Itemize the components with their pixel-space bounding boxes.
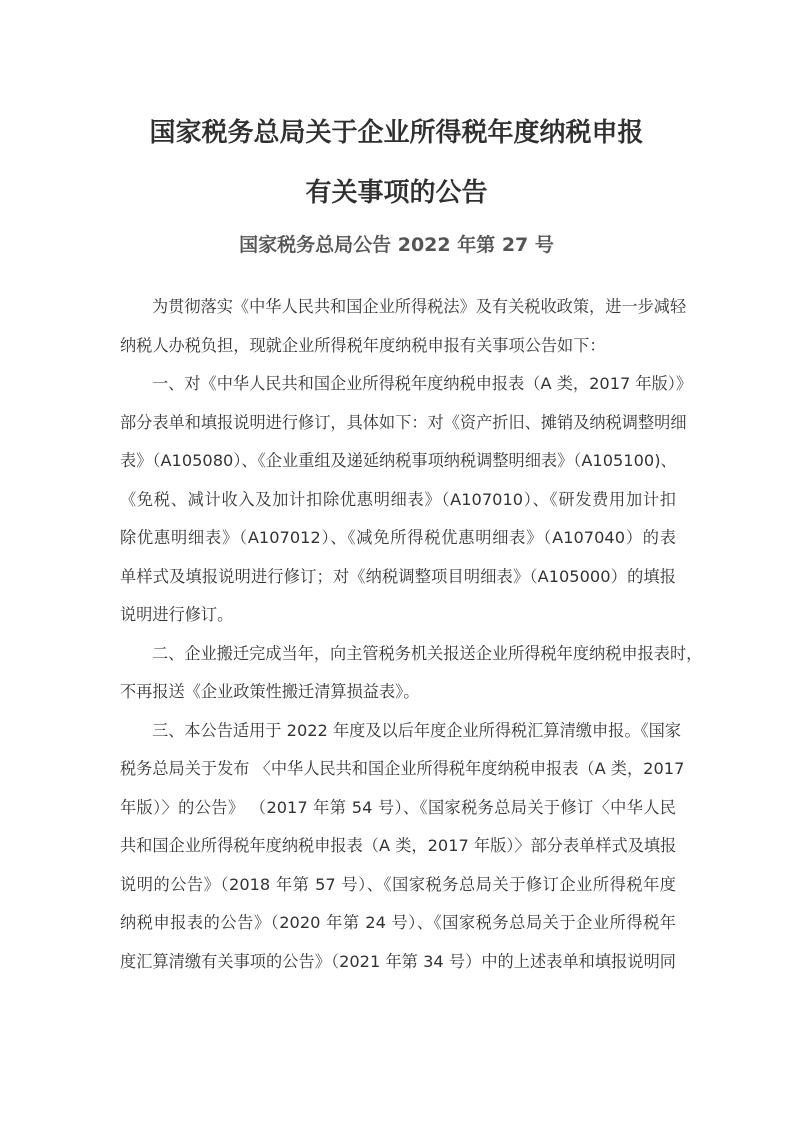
paragraph-item-2-line: 二、企业搬迁完成当年，向主管税务机关报送企业所得税年度纳税申报表时， [152, 643, 703, 663]
paragraph-item-1-line: 除优惠明细表》（A107012）、《减免所得税优惠明细表》（A107040）的表 [120, 528, 676, 547]
paragraph-item-1-line: 《免税、减计收入及加计扣除优惠明细表》（A107010）、《研发费用加计扣 [120, 489, 676, 509]
paragraph-item-3-line: 纳税申报表的公告》（2020 年第 24 号）、《国家税务总局关于企业所得税年 [120, 913, 676, 932]
paragraph-item-1-line: 单样式及填报说明进行修订；对《纳税调整项目明细表》（A105000）的填报 [120, 566, 676, 586]
paragraph-item-1-line: 一、对《中华人民共和国企业所得税年度纳税申报表（A 类，2017 年版）》 [152, 374, 693, 393]
document-number: 国家税务总局公告 2022 年第 27 号 [239, 234, 554, 256]
document-title-line-2: 有关事项的公告 [305, 178, 488, 208]
paragraph-item-2-line: 不再报送《企业政策性搬迁清算损益表》。 [120, 682, 420, 701]
paragraph-item-3-line: 共和国企业所得税年度纳税申报表（A 类，2017 年版）〉部分表单样式及填报 [120, 836, 677, 855]
paragraph-item-1-line: 部分表单和填报说明进行修订，具体如下：对《资产折旧、摊销及纳税调整明细 [120, 412, 687, 432]
document-title-line-1: 国家税务总局关于企业所得税年度纳税申报 [149, 118, 644, 148]
paragraph-item-1-line: 说明进行修订。 [120, 605, 234, 624]
paragraph-item-3-line: 说明的公告》（2018 年第 57 号）、《国家税务总局关于修订企业所得税年度 [120, 874, 676, 894]
paragraph-item-3-line: 三、本公告适用于 2022 年度及以后年度企业所得税汇算清缴申报。《国家 [152, 720, 682, 740]
paragraph-item-3-line: 度汇算清缴有关事项的公告》（2021 年第 34 号）中的上述表单和填报说明同 [120, 951, 676, 971]
paragraph-item-3-line: 年版）〉的公告》 （2017 年第 54 号）、《国家税务总局关于修订〈中华人民 [120, 797, 676, 817]
paragraph-item-3-line: 税务总局关于发布 〈中华人民共和国企业所得税年度纳税申报表（A 类，2017 [120, 759, 685, 778]
paragraph-intro-line: 为贯彻落实《中华人民共和国企业所得税法》及有关税收政策，进一步减轻 [152, 297, 687, 316]
document-body [120, 288, 703, 981]
paragraph-item-1-line: 表》（A105080）、《企业重组及递延纳税事项纳税调整明细表》（A105100)、 [120, 451, 677, 470]
paragraph-intro-line: 纳税人办税负担，现就企业所得税年度纳税申报有关事项公告如下： [120, 335, 606, 355]
